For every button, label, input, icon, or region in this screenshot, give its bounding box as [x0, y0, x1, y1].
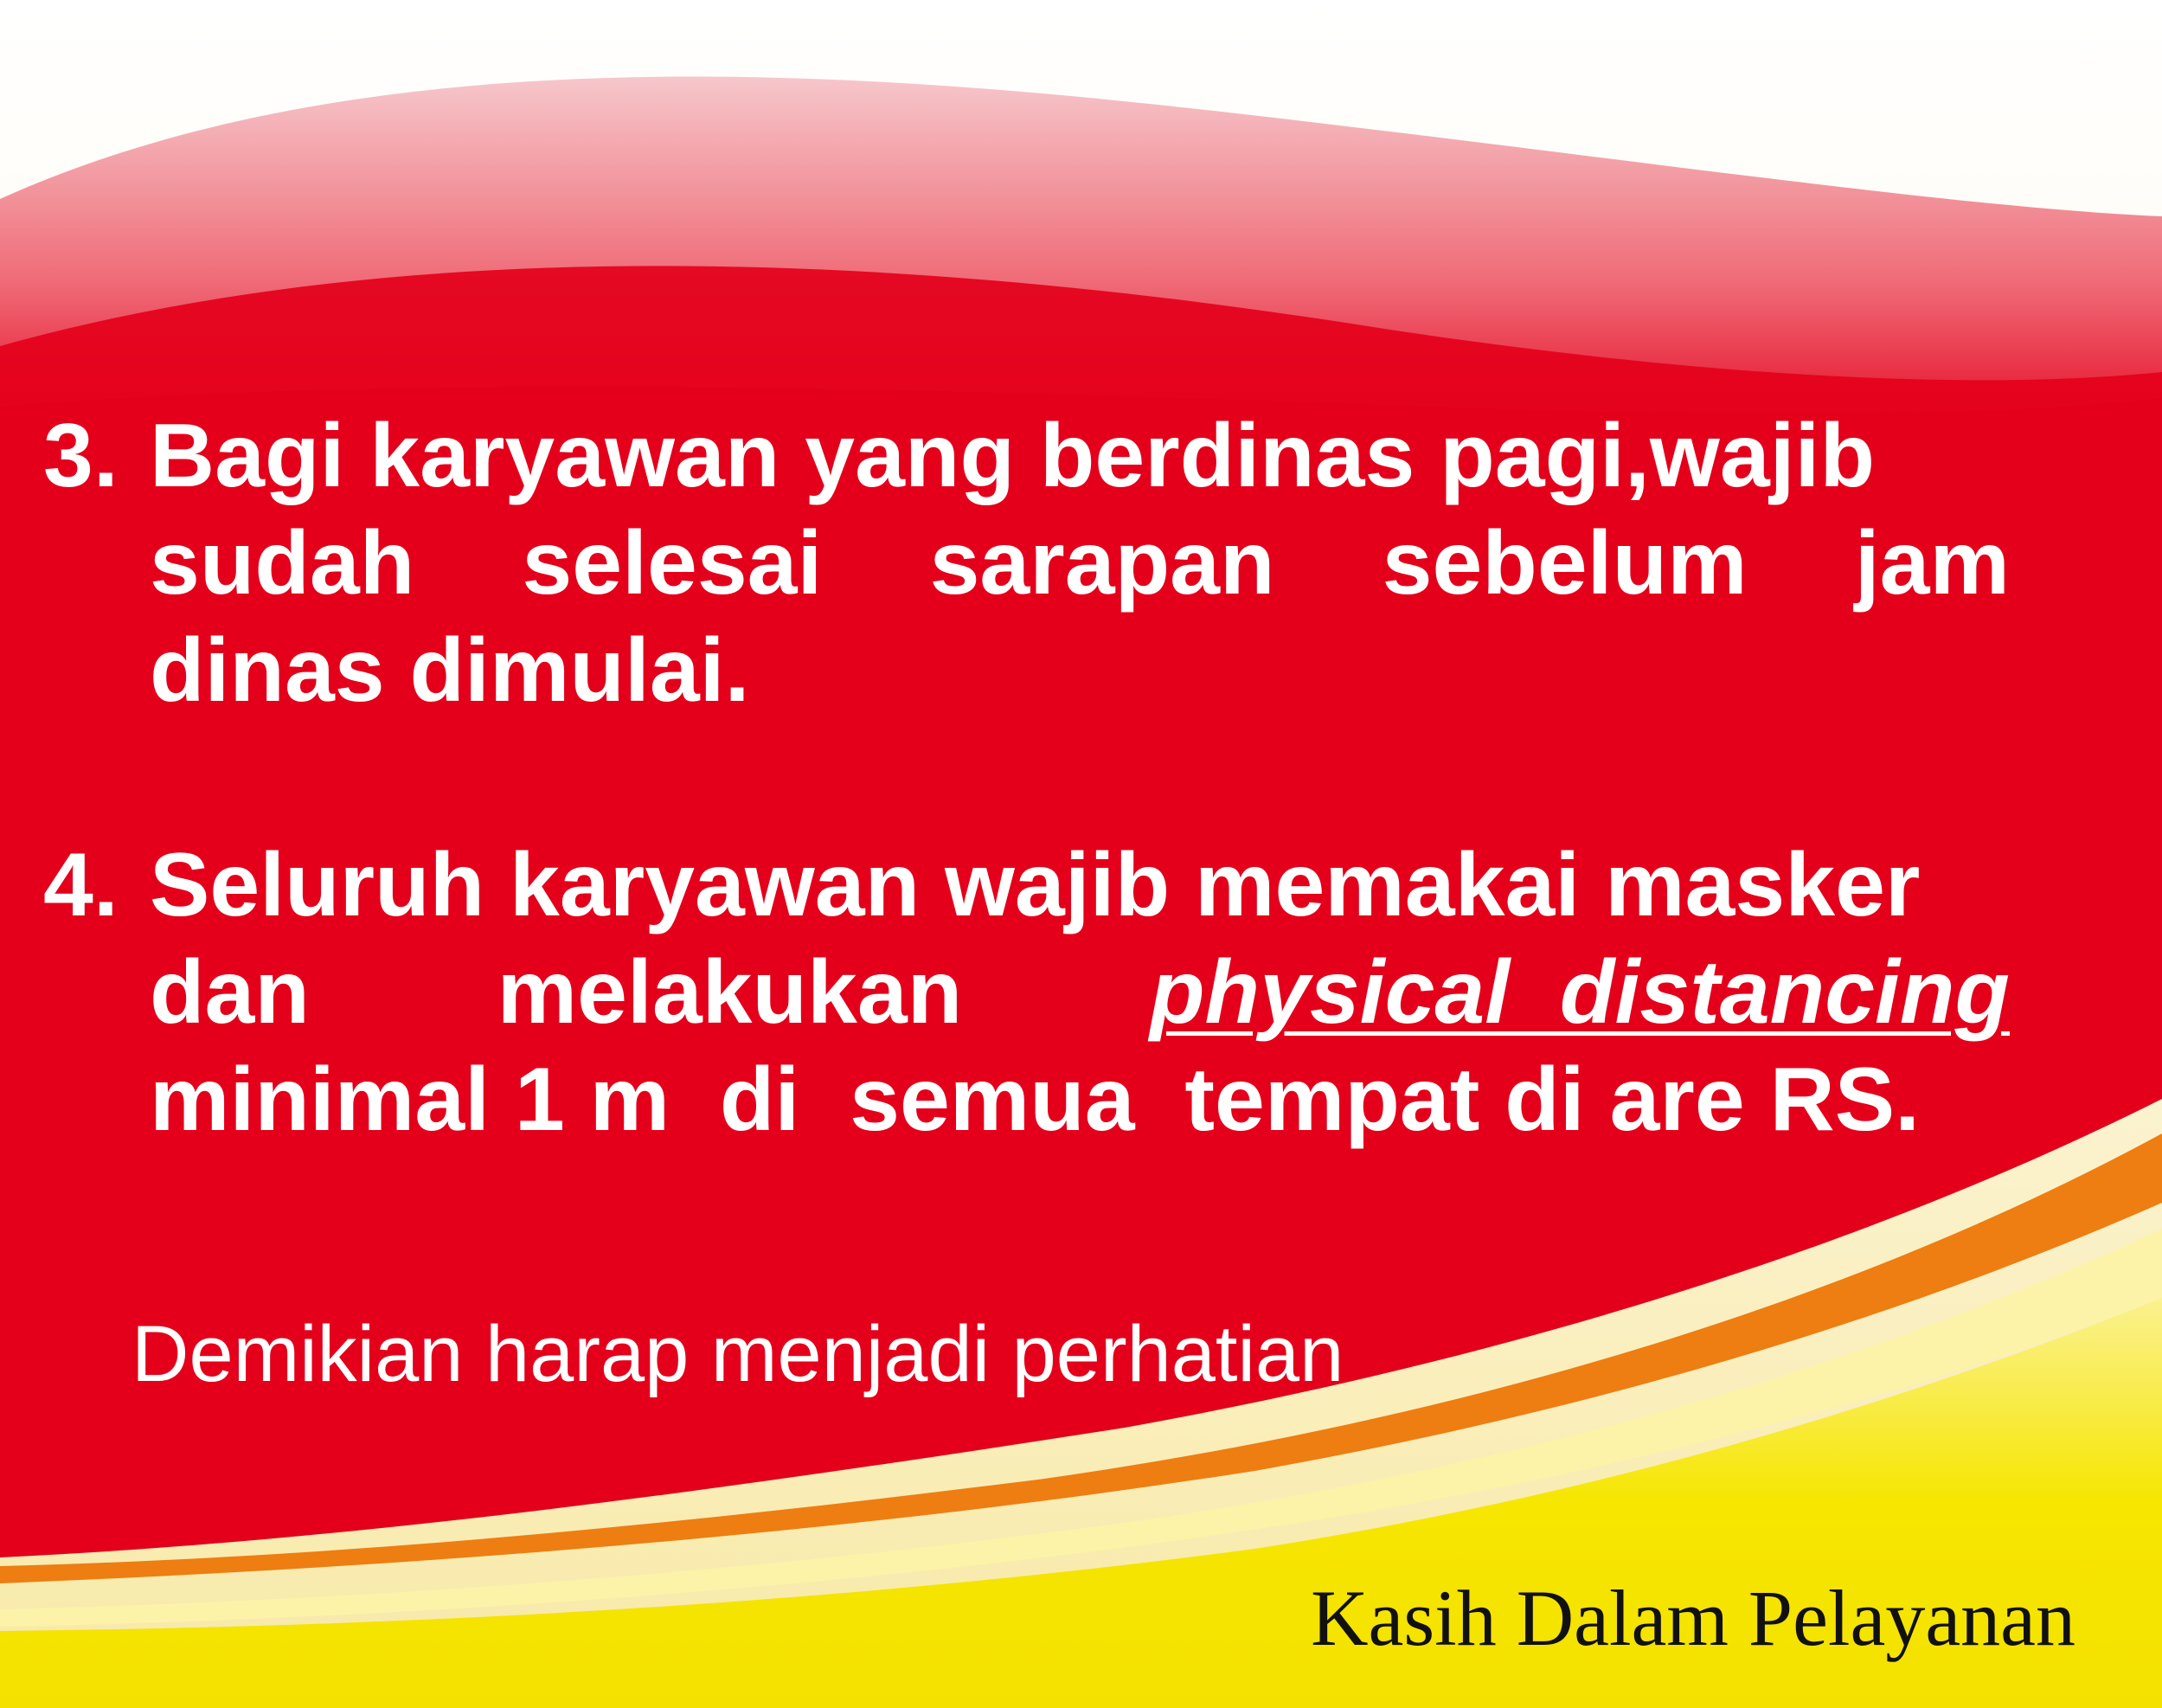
- item-line: Seluruh karyawan wajib memakai masker: [150, 835, 1921, 935]
- item-line: Bagi karyawan yang berdinas pagi,wajib: [150, 406, 1875, 506]
- item-number: 3.: [43, 406, 119, 506]
- motto: Kasih Dalam Pelayanan: [1311, 1574, 2075, 1662]
- word: sarapan: [929, 513, 1275, 613]
- item-line-justified: [150, 510, 2010, 617]
- instruction-item: [43, 832, 2050, 1153]
- instruction-item: [43, 402, 2050, 724]
- word: sebelum: [1382, 513, 1748, 613]
- instruction-list: [43, 402, 2050, 1153]
- word: melakukan: [497, 942, 963, 1043]
- word: dan: [150, 942, 310, 1043]
- item-line: minimal 1 m di semua tempat di are RS.: [150, 1050, 1920, 1150]
- word: sudah: [150, 513, 415, 613]
- item-text: [150, 832, 2010, 1153]
- item-line-justified: [150, 939, 2010, 1046]
- word: selesai: [522, 513, 823, 613]
- item-line: dinas dimulai.: [150, 620, 750, 721]
- item-number: 4.: [43, 835, 119, 935]
- closing-text: Demikian harap menjadi perhatian: [132, 1310, 1344, 1398]
- word: jam: [1854, 513, 2010, 613]
- emphasis-term: physical distancing: [1149, 942, 2010, 1043]
- item-text: [150, 402, 2010, 724]
